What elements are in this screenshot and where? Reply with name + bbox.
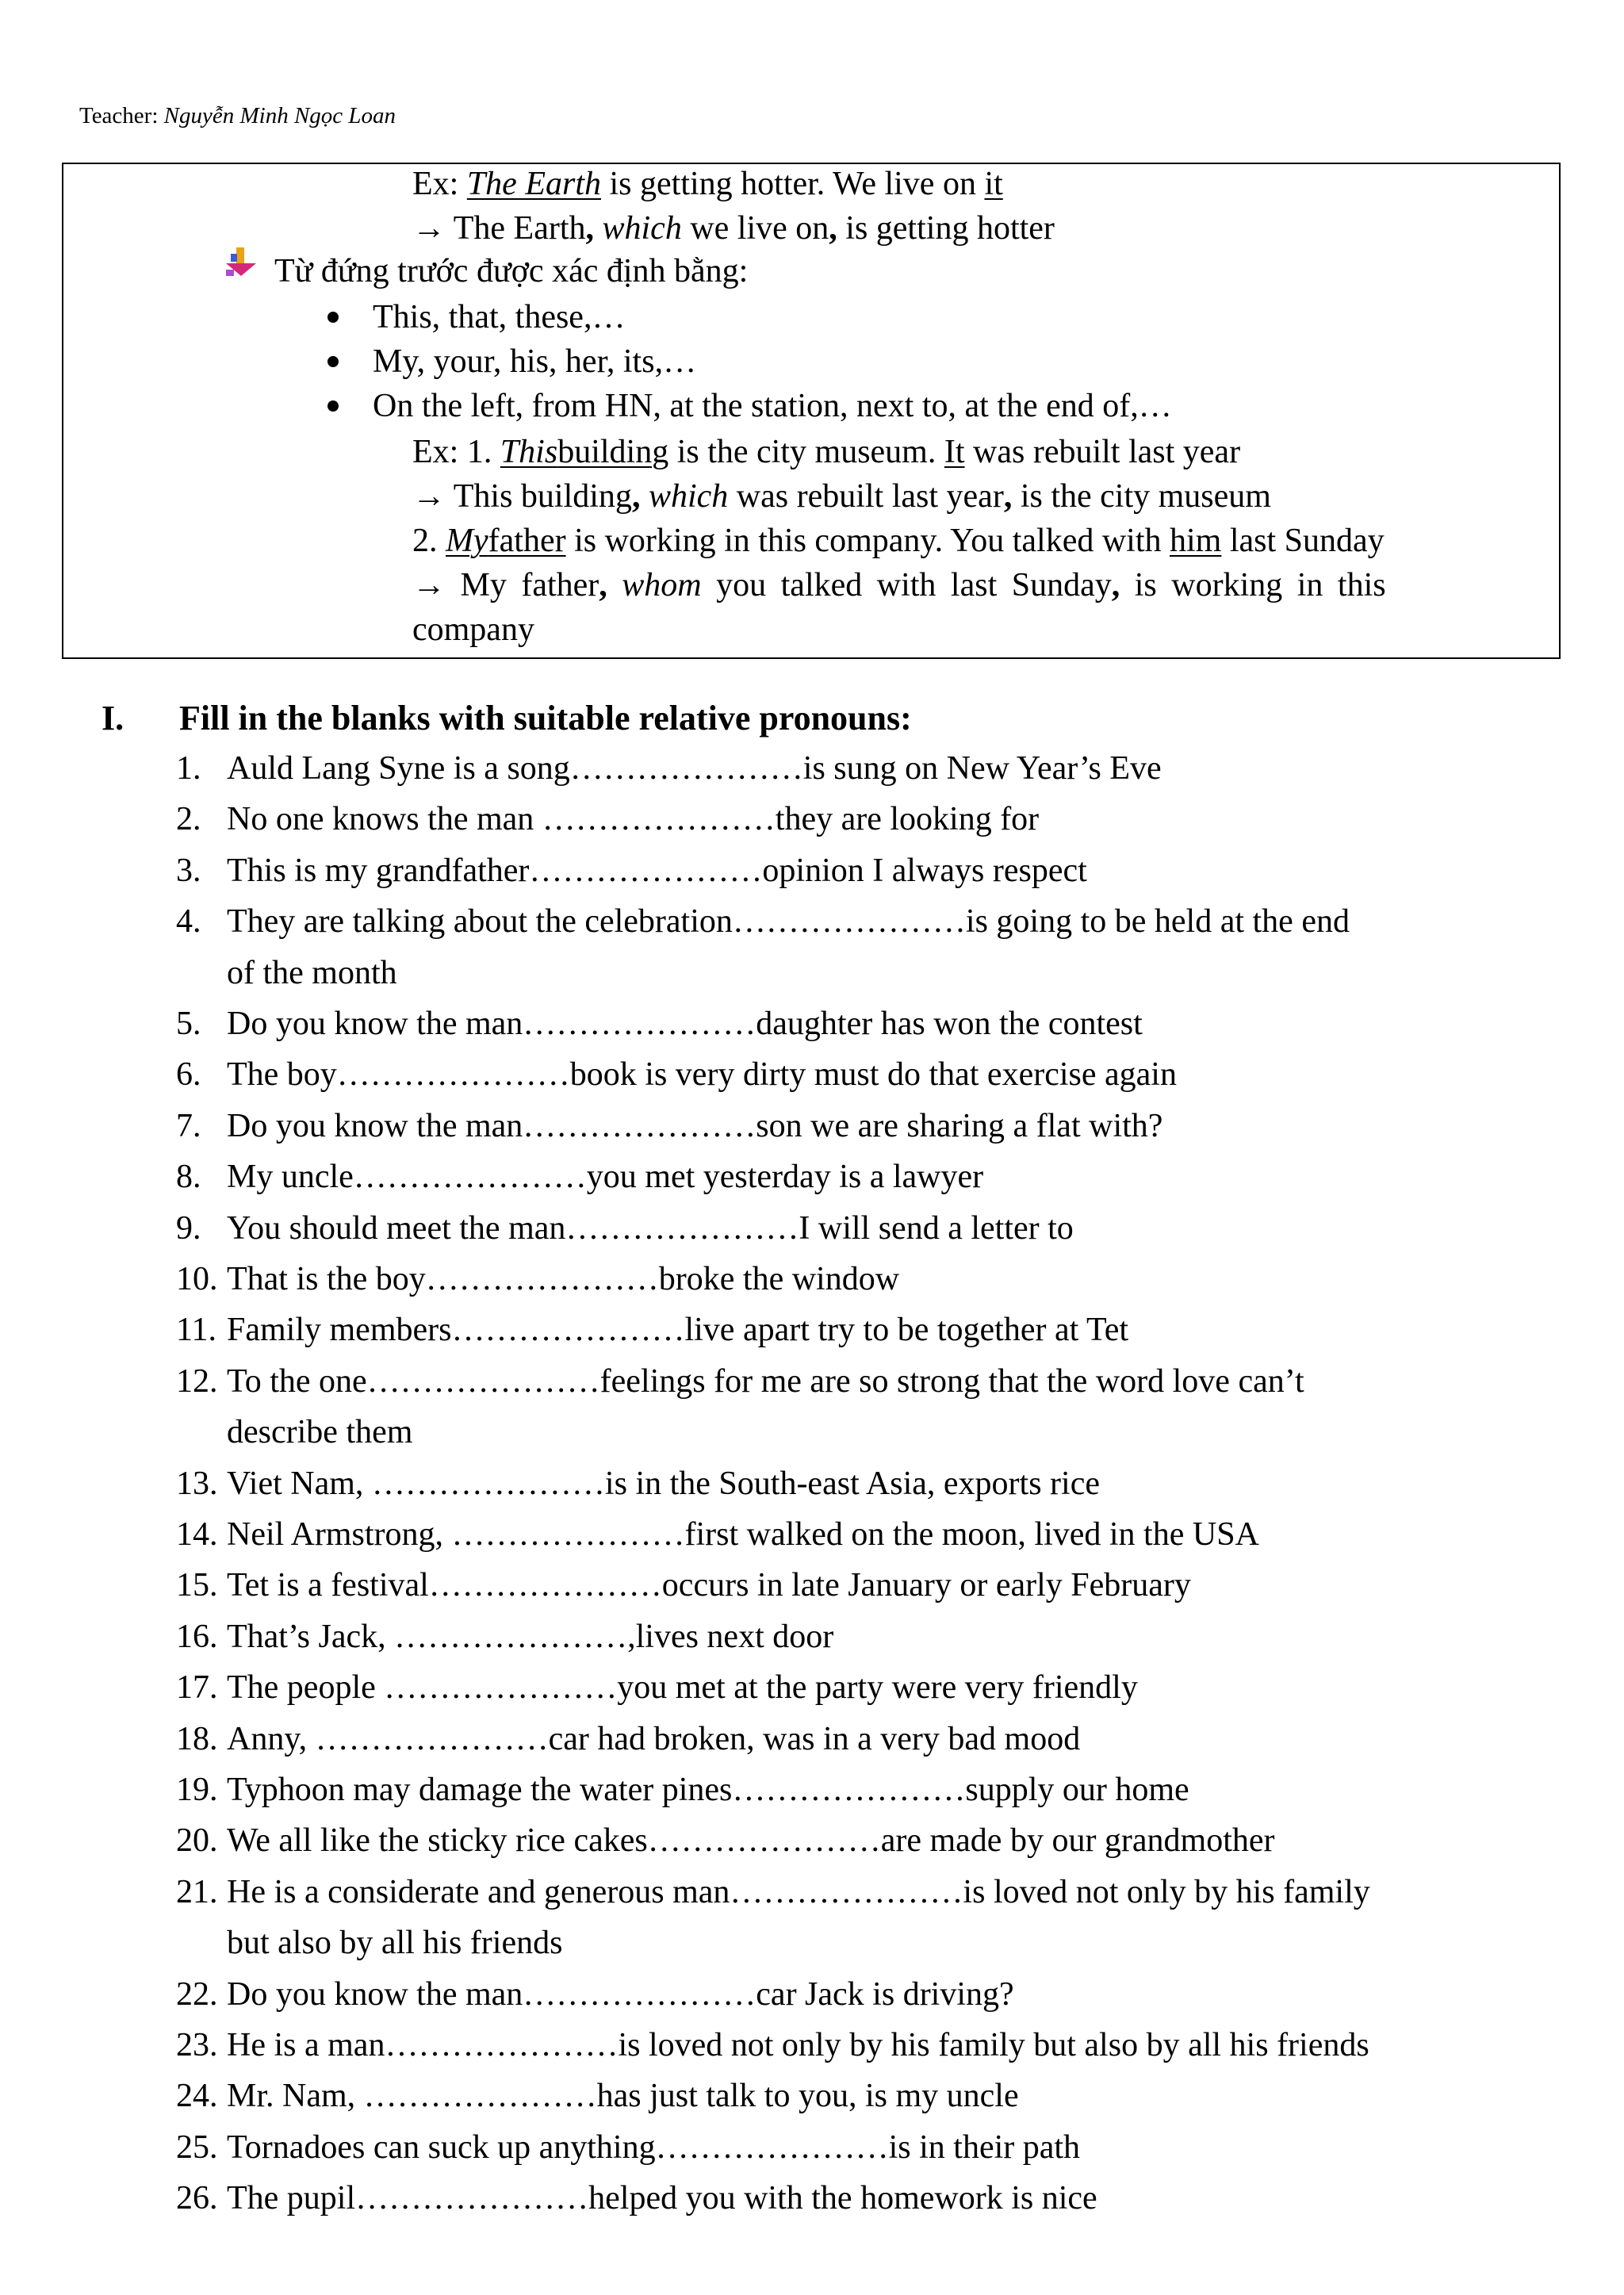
question-number: 17. bbox=[176, 1669, 218, 1707]
question-text: Tet is a festival…………………occurs in late January or early February bbox=[227, 1567, 1191, 1604]
question-text: Family members…………………live apart try to be together at Tet bbox=[227, 1312, 1129, 1349]
question-text: No one knows the man …………………they are looking for bbox=[227, 801, 1040, 838]
teacher-label: Teacher: bbox=[79, 103, 159, 128]
question-text: Neil Armstrong, …………………first walked on the moon, lived in the USA bbox=[227, 1516, 1259, 1553]
question-number: 20. bbox=[176, 1822, 218, 1860]
teacher-name: Nguyễn Minh Ngọc Loan bbox=[163, 103, 396, 128]
question-number: 15. bbox=[176, 1567, 218, 1604]
question-text: Auld Lang Syne is a song…………………is sung on New Year’s Eve bbox=[227, 750, 1162, 787]
question-number: 16. bbox=[176, 1618, 218, 1655]
question-text: That’s Jack, …………………,lives next door bbox=[227, 1618, 834, 1655]
example-3-answer-cont: company bbox=[412, 611, 534, 648]
arrow-bullet-icon bbox=[224, 247, 258, 278]
arrow-icon: → bbox=[412, 478, 446, 515]
question-text: That is the boy…………………broke the window bbox=[227, 1261, 900, 1297]
question-text: To the one…………………feelings for me are so strong that the word love can’t bbox=[227, 1362, 1304, 1400]
example-3-answer: → My father, whom you talked with last Sunday, is working in this bbox=[412, 567, 1386, 603]
bullet-item-2: My, your, his, her, its,… bbox=[373, 343, 697, 380]
question-text: The boy…………………book is very dirty must do that exercise again bbox=[227, 1056, 1177, 1094]
question-number: 19. bbox=[176, 1772, 218, 1808]
question-text-continued: describe them bbox=[227, 1414, 413, 1451]
question-number: 3. bbox=[176, 852, 201, 889]
example-3-sentence: 2. Myfather is working in this company. You talked with him last Sunday bbox=[412, 523, 1385, 559]
question-text: Do you know the man…………………daughter has won the contest bbox=[227, 1006, 1143, 1042]
bullet-dot bbox=[327, 312, 339, 323]
question-number: 22. bbox=[176, 1975, 218, 2013]
question-number: 21. bbox=[176, 1873, 218, 1910]
arrow-icon: → bbox=[412, 210, 446, 247]
question-number: 18. bbox=[176, 1720, 218, 1757]
question-text: The people …………………you met at the party were very friendly bbox=[227, 1669, 1138, 1707]
question-text: The pupil…………………helped you with the homework is nice bbox=[227, 2180, 1097, 2217]
question-text: We all like the sticky rice cakes…………………are made by our grandmother bbox=[227, 1822, 1275, 1860]
example-2-sentence: Ex: 1. Thisbuilding is the city museum. It was rebuilt last year bbox=[412, 434, 1241, 470]
question-text: Mr. Nam, …………………has just talk to you, is my uncle bbox=[227, 2078, 1019, 2115]
question-number: 11. bbox=[176, 1312, 216, 1349]
question-number: 8. bbox=[176, 1159, 201, 1196]
question-text: Viet Nam, …………………is in the South-east Asia, exports rice bbox=[227, 1465, 1100, 1502]
question-text: Tornadoes can suck up anything…………………is in their path bbox=[227, 2128, 1081, 2166]
question-number: 13. bbox=[176, 1465, 218, 1502]
question-number: 1. bbox=[176, 750, 201, 787]
question-text-continued: but also by all his friends bbox=[227, 1925, 563, 1962]
section-title: Fill in the blanks with suitable relative pronouns: bbox=[179, 699, 912, 738]
question-text: This is my grandfather…………………opinion I always respect bbox=[227, 852, 1087, 889]
question-text-continued: of the month bbox=[227, 954, 397, 991]
example-1-sentence: Ex: The Earth is getting hotter. We live on it bbox=[412, 166, 1003, 202]
question-text: They are talking about the celebration…………………is going to be held at the end bbox=[227, 903, 1350, 941]
question-number: 10. bbox=[176, 1261, 218, 1297]
question-number: 26. bbox=[176, 2180, 218, 2217]
question-text: He is a considerate and generous man…………………is loved not only by his family bbox=[227, 1873, 1370, 1910]
teacher-header bbox=[79, 100, 396, 132]
section-number: I. bbox=[102, 699, 124, 738]
question-text: My uncle…………………you met yesterday is a lawyer bbox=[227, 1159, 984, 1196]
question-text: Do you know the man…………………car Jack is driving? bbox=[227, 1975, 1014, 2013]
question-number: 9. bbox=[176, 1209, 201, 1247]
question-text: You should meet the man…………………I will send a letter to bbox=[227, 1209, 1074, 1247]
example-2-answer: → This building, which was rebuilt last year, is the city museum bbox=[412, 478, 1271, 515]
question-text: Typhoon may damage the water pines…………………supply our home bbox=[227, 1772, 1189, 1808]
bullet-item-1: This, that, these,… bbox=[373, 299, 626, 335]
bullet-dot bbox=[327, 400, 339, 412]
question-number: 14. bbox=[176, 1516, 218, 1553]
question-number: 2. bbox=[176, 801, 201, 838]
question-text: Anny, …………………car had broken, was in a very bad mood bbox=[227, 1720, 1081, 1757]
example-1-answer: → The Earth, which we live on, is getting hotter bbox=[412, 210, 1055, 247]
question-number: 7. bbox=[176, 1107, 201, 1144]
rule-title: Từ đứng trước được xác định bằng: bbox=[274, 253, 749, 289]
bullet-dot bbox=[327, 356, 339, 367]
question-number: 23. bbox=[176, 2027, 218, 2063]
question-number: 24. bbox=[176, 2078, 218, 2115]
bullet-item-3: On the left, from HN, at the station, next to, at the end of,… bbox=[373, 388, 1172, 424]
question-text: He is a man…………………is loved not only by his family but also by all his friends bbox=[227, 2027, 1369, 2063]
question-number: 25. bbox=[176, 2128, 218, 2166]
question-number: 12. bbox=[176, 1362, 218, 1400]
question-number: 6. bbox=[176, 1056, 201, 1094]
question-number: 4. bbox=[176, 903, 201, 941]
arrow-icon: → bbox=[412, 567, 446, 603]
question-number: 5. bbox=[176, 1006, 201, 1042]
question-text: Do you know the man…………………son we are sharing a flat with? bbox=[227, 1107, 1163, 1144]
